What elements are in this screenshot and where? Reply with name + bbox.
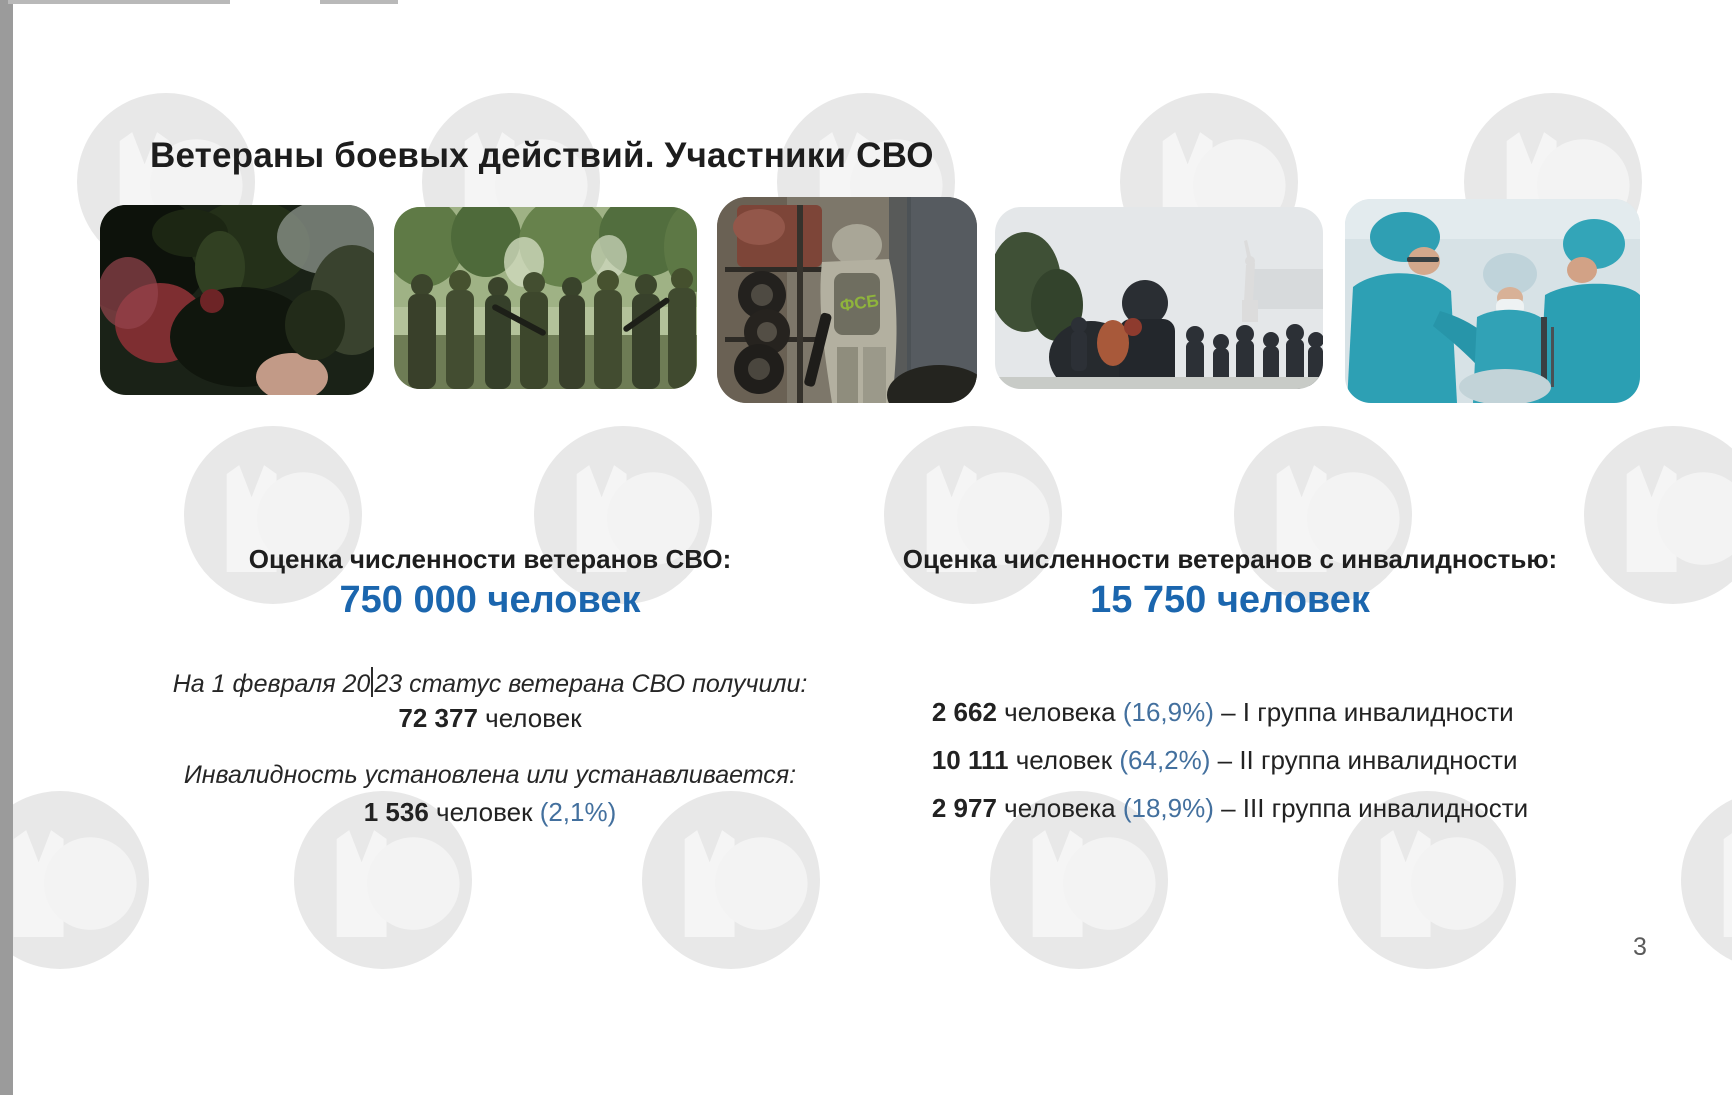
left-edge-bar	[0, 0, 13, 1095]
left-heading: Оценка численности ветеранов СВО:	[248, 544, 732, 574]
left-total-number: 750 000 человек	[339, 579, 641, 621]
status-note: На 1 февраля 20 23 статус ветерана СВО получили:	[150, 667, 830, 699]
watermark-logo-icon	[1584, 426, 1732, 604]
photo-military-surgeons-operation	[1345, 199, 1640, 403]
group-line-2: 10 111 человек (64,2%) – II группа инвалидности	[931, 745, 1518, 775]
svg-text:ФСБ: ФСБ	[838, 291, 880, 316]
slide-title: Ветераны боевых действий. Участники СВО	[150, 136, 934, 175]
scan-artifact-line	[8, 0, 230, 4]
photo-fsb-soldier-checkpoint	[717, 197, 977, 403]
watermark-logo-icon	[0, 791, 149, 969]
right-total-number: 15 750 человек	[1090, 579, 1370, 621]
photo-soldiers-camo-closeup	[100, 205, 374, 395]
group-line-3: 2 977 человека (18,9%) – III группа инвалидности	[931, 793, 1529, 823]
watermark-logo-icon	[534, 426, 712, 604]
disability-groups	[880, 688, 1580, 832]
watermark-logo-icon	[1681, 791, 1732, 969]
text-cursor	[371, 667, 373, 697]
watermark-logo-icon	[1234, 426, 1412, 604]
watermark-logo-icon	[184, 426, 362, 604]
page-number: 3	[1633, 933, 1647, 961]
status-value: 72 377 человек	[398, 703, 582, 733]
right-heading: Оценка численности ветеранов с инвалидностью:	[902, 544, 1558, 574]
scan-artifact-line	[320, 0, 398, 4]
disability-note: Инвалидность установлена или устанавливается:	[183, 761, 797, 789]
photo-soldiers-march-statue	[995, 207, 1323, 389]
disability-value: 1 536 человек (2,1%)	[363, 797, 617, 827]
photo-soldiers-group-field	[394, 207, 697, 389]
group-line-1: 2 662 человека (16,9%) – I группа инвалидности	[931, 697, 1514, 727]
watermark-logo-icon	[884, 426, 1062, 604]
